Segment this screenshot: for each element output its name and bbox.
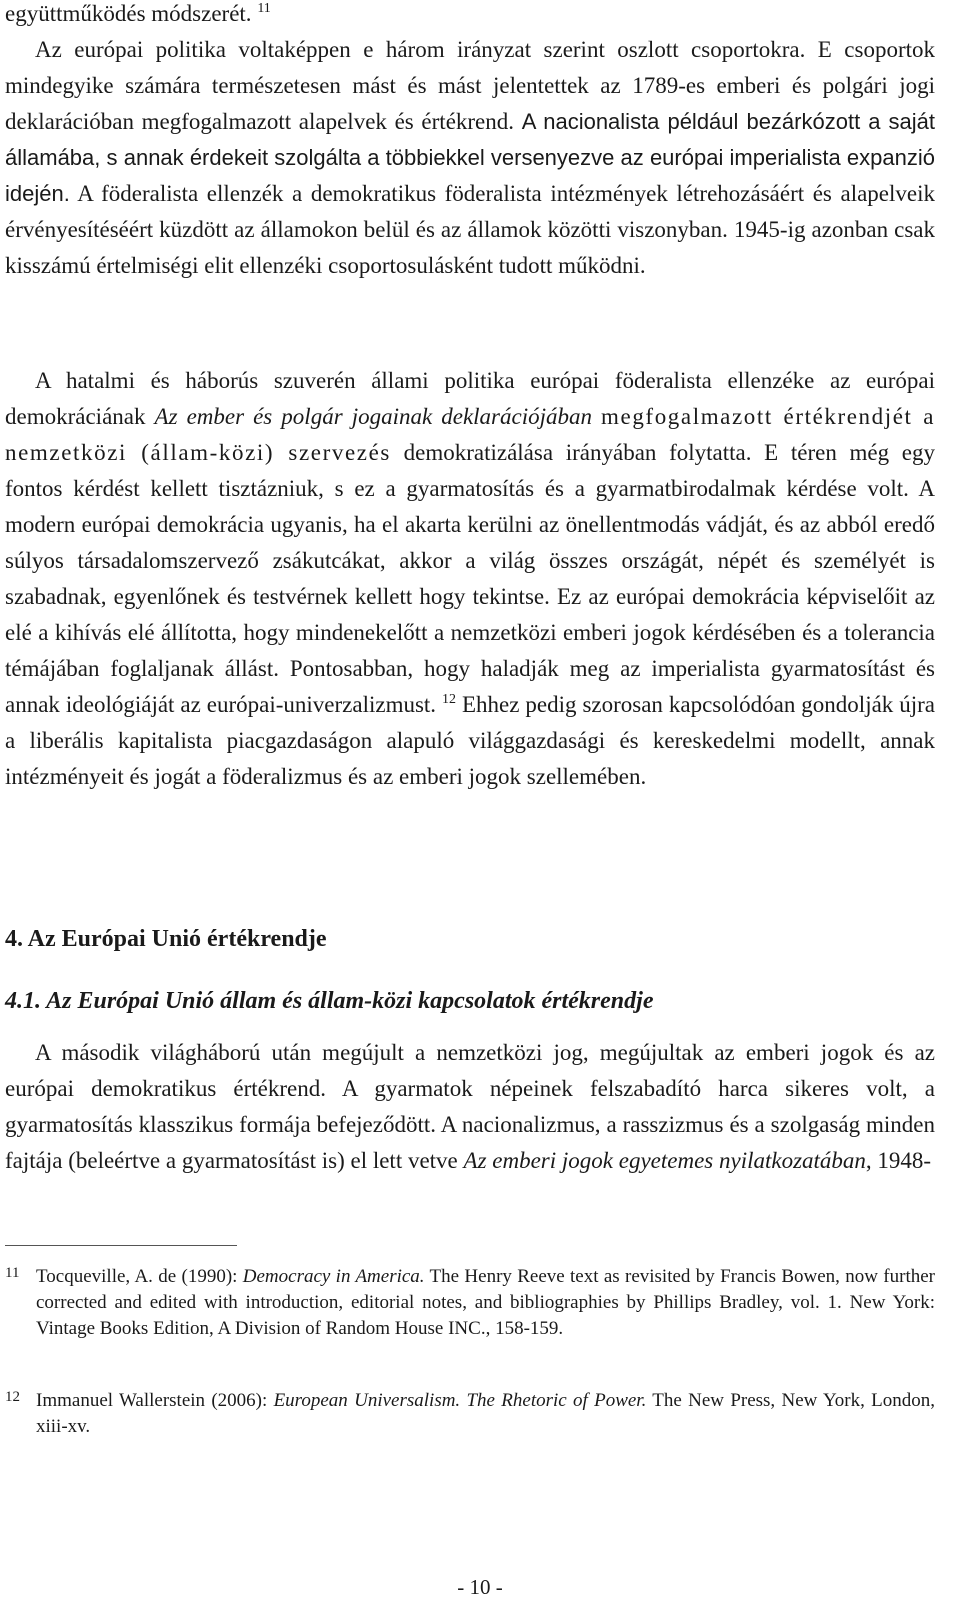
section-heading-4: 4. Az Európai Unió értékrendje [5, 926, 327, 952]
footnote-11 [5, 1264, 935, 1342]
footnote-11-number: 11 [5, 1265, 20, 1281]
paragraph-1-part-c: A föderalista ellenzék a demokratikus föderalista intézmények létrehozásáért és alapelveik érvényesítéséért küzdött az államokon belül és az államok közötti viszonyban. 1945-ig azonban csak kisszámú értelmiségi elit ellenzéki csoportosulásként tudott működni. [5, 181, 935, 278]
paragraph-3-italic-udhr: Az emberi jogok egyetemes nyilatkozatában [463, 1148, 866, 1173]
paragraph-3-part-a: A második világháború után megújult a nemzetközi jog, megújultak az emberi jogok és az európai demokratikus értékrend. A gyarmatok népeinek felszabadító harca sikeres volt, a gyarmatosítás klasszikus formája befejeződött. A nacionalizmus, a rasszizmus és a szolgaság minden fajtája (beleértve a gyarmatosítást is) el lett vetve [5, 1040, 935, 1173]
footnote-12-number: 12 [5, 1389, 20, 1405]
footnote-12-details: The New Press, New York, London, xiii-xv. [36, 1390, 936, 1437]
page-number: - 10 - [457, 1575, 503, 1599]
paragraph-1-part-a: Az európai politika voltaképpen e három irányzat szerint oszlott csoportokra. E csoportok mindegyike számára természetesen mást és mást jelentettek az 1789-es emberi és polgári jogi deklarációban megfogalmazott alapelvek és értékrend. [5, 37, 935, 134]
section-heading-4-1: 4.1. Az Európai Unió állam és állam-közi kapcsolatok értékrendje [5, 988, 654, 1014]
paragraph-2 [5, 363, 935, 795]
footnote-ref-11[interactable]: 11 [257, 1, 271, 16]
paragraph-2-part-a: A hatalmi és háborús szuverén állami politika európai föderalista ellenzéke az európai demokráciának [5, 368, 935, 429]
paragraph-2-part-d: Ehhez pedig szorosan kapcsolódóan gondolják újra a liberális kapitalista piacgazdaságon alapuló világgazdasági és kereskedelmi modellt, annak intézményeit és jogát a föderalizmus és az emberi jogok szellemében. [5, 692, 936, 789]
paragraph-2-italic-declaration: Az ember és polgár jogainak deklarációjában [154, 404, 592, 429]
footnote-12-author: Immanuel Wallerstein (2006): [36, 1390, 274, 1411]
footnote-11-details: The Henry Reeve text as revisited by Francis Bowen, now further corrected and edited with introduction, editorial notes, and bibliographies by Phillips Bradley, vol. 1. New York: Vintage Books Edition, A Division of Random House INC., 158-159. [36, 1266, 935, 1339]
footnote-11-author: Tocqueville, A. de (1990): [36, 1266, 243, 1287]
paragraph-1 [5, 32, 935, 284]
footnote-12-text [36, 1388, 935, 1440]
paragraph-2-part-b: megfogalmazott értékrendjét a nemzetközi (állam-közi) szervezés [5, 404, 935, 465]
paragraph-2-part-c: demokratizálása irányában folytatta. E téren még egy fontos kérdést kellett tisztázniuk, s ez a gyarmatosítás és a gyarmatbirodalmak kérdése volt. A modern európai demokrácia ugyanis, ha el akarta kerülni az önellentmodás vádját, és az abból eredő súlyos társadalomszervező zsákutcákat, akkor a világ összes országát, népét és személyét is szabadnak, egyenlőnek és testvérnek kellett hogy tekintse. Ez az európai demokrácia képviselőit az elé a kihívás elé állította, hogy mindenekelőtt a nemzetközi emberi jogok kérdésében és a tolerancia témájában foglaljanak állást. Pontosabban, hogy haladják meg az imperialista gyarmatosítást és annak ideológiáját az európai-univerzalizmust. [5, 440, 936, 717]
footnote-12-title: European Universalism. The Rhetoric of Power. [273, 1390, 647, 1411]
paragraph-3-part-b: , 1948- [865, 1148, 932, 1173]
paragraph-3 [5, 1035, 935, 1179]
paragraph-top [5, 0, 935, 32]
footnote-12 [5, 1388, 935, 1440]
paragraph-1-part-b: A nacionalista például bezárkózott a saját államába, s annak érdekeit szolgálta a többiekkel versenyezve az európai imperialista expanzió idején. [5, 109, 935, 206]
footnote-11-title: Democracy in America. [242, 1266, 425, 1287]
footnote-ref-12[interactable]: 12 [442, 692, 457, 707]
footnote-11-text [36, 1264, 935, 1342]
footnote-separator [5, 1245, 237, 1246]
paragraph-top-text: együttműködés módszerét. [5, 1, 252, 26]
